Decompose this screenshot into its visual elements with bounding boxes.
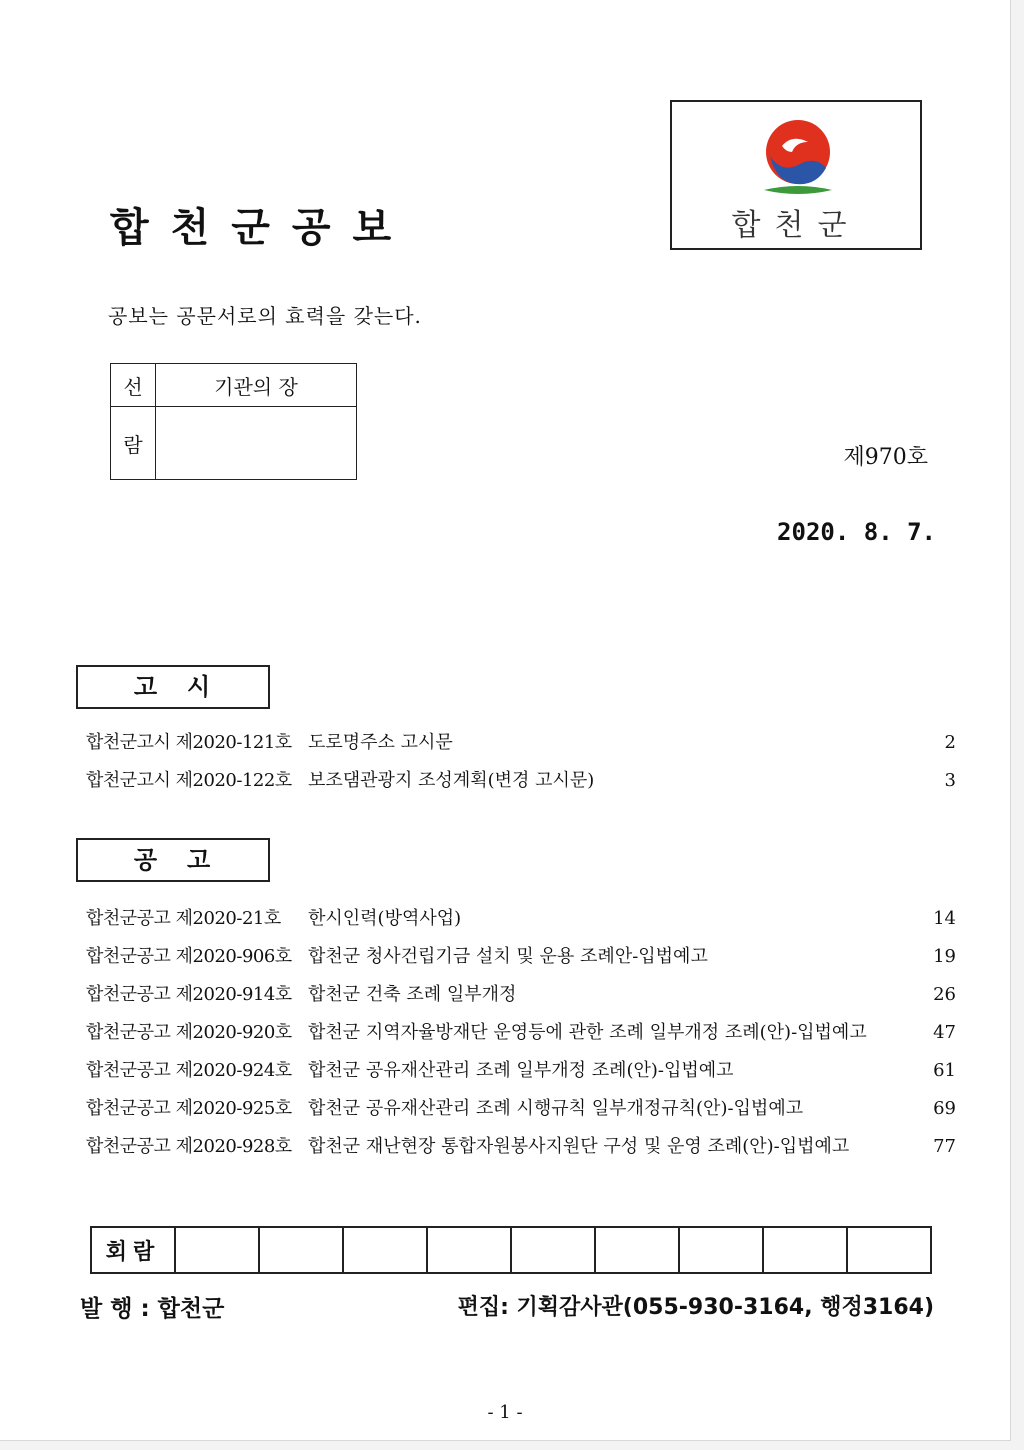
announcement-list	[86, 904, 956, 1170]
publisher: 발 행 : 합천군	[80, 1296, 225, 1322]
list-item[interactable]	[86, 1132, 956, 1170]
circulation-cell	[679, 1227, 763, 1273]
item-title: 합천군 재난현장 통합자원봉사지원단 구성 및 운영 조례(안)-입법예고	[308, 1136, 850, 1157]
list-item[interactable]	[86, 1056, 956, 1094]
list-item[interactable]	[86, 1018, 956, 1056]
item-title: 도로명주소 고시문	[308, 732, 453, 753]
list-item[interactable]	[86, 980, 956, 1018]
item-title: 합천군 공유재산관리 조례 시행규칙 일부개정규칙(안)-입법예고	[308, 1098, 804, 1119]
section-header-announcement: 공고	[76, 838, 270, 882]
review-box	[110, 363, 357, 480]
item-page: 77	[933, 1136, 956, 1157]
item-number: 합천군공고 제2020-906호	[86, 946, 292, 967]
subtitle: 공보는 공문서로의 효력을 갖는다.	[108, 304, 422, 328]
review-heading: 기관의 장	[156, 364, 357, 407]
item-number: 합천군고시 제2020-121호	[86, 732, 292, 753]
item-number: 합천군공고 제2020-925호	[86, 1098, 292, 1119]
review-label-top: 선	[111, 364, 156, 407]
circulation-cell	[343, 1227, 427, 1273]
list-item[interactable]	[86, 942, 956, 980]
item-page: 47	[933, 1022, 956, 1043]
circulation-cell	[595, 1227, 679, 1273]
circulation-label: 회람	[91, 1227, 175, 1273]
notice-list	[86, 728, 956, 804]
review-label-bottom: 람	[111, 407, 156, 480]
review-sign-area	[156, 407, 357, 480]
item-page: 26	[933, 984, 956, 1005]
section-header-notice: 고시	[76, 665, 270, 709]
circulation-cell	[511, 1227, 595, 1273]
item-number: 합천군공고 제2020-21호	[86, 908, 281, 929]
circulation-table	[90, 1226, 932, 1274]
editor-contact: 편집: 기획감사관(055-930-3164, 행정3164)	[457, 1295, 934, 1320]
item-number: 합천군공고 제2020-928호	[86, 1136, 292, 1157]
item-title: 합천군 청사건립기금 설치 및 운용 조례안-입법예고	[308, 946, 708, 967]
item-number: 합천군고시 제2020-122호	[86, 770, 292, 791]
circulation-cell	[763, 1227, 847, 1273]
page-title: 합천군공보	[110, 205, 414, 251]
issue-date: 2020. 8. 7.	[777, 518, 936, 546]
list-item[interactable]	[86, 766, 956, 804]
issue-number: 제970호	[843, 445, 928, 470]
item-number: 합천군공고 제2020-924호	[86, 1060, 292, 1081]
circulation-cell	[175, 1227, 259, 1273]
item-page: 69	[933, 1098, 956, 1119]
list-item[interactable]	[86, 728, 956, 766]
list-item[interactable]	[86, 904, 956, 942]
item-title: 한시인력(방역사업)	[308, 908, 462, 929]
page-number: - 1 -	[487, 1402, 523, 1423]
item-number: 합천군공고 제2020-914호	[86, 984, 292, 1005]
item-page: 3	[944, 770, 956, 791]
item-title: 합천군 건축 조례 일부개정	[308, 984, 517, 1005]
item-page: 61	[933, 1060, 956, 1081]
circulation-cell	[847, 1227, 931, 1273]
county-logo-box	[670, 100, 922, 250]
list-item[interactable]	[86, 1094, 956, 1132]
county-emblem-icon	[756, 112, 840, 202]
circulation-cell	[427, 1227, 511, 1273]
item-page: 14	[933, 908, 956, 929]
item-title: 합천군 공유재산관리 조례 일부개정 조례(안)-입법예고	[308, 1060, 734, 1081]
item-page: 2	[944, 732, 956, 753]
item-number: 합천군공고 제2020-920호	[86, 1022, 292, 1043]
item-title: 합천군 지역자율방재단 운영등에 관한 조례 일부개정 조례(안)-입법예고	[308, 1022, 867, 1043]
circulation-cell	[259, 1227, 343, 1273]
item-title: 보조댐관광지 조성계획(변경 고시문)	[308, 770, 595, 791]
item-page: 19	[933, 946, 956, 967]
logo-text: 합천군	[731, 208, 861, 243]
